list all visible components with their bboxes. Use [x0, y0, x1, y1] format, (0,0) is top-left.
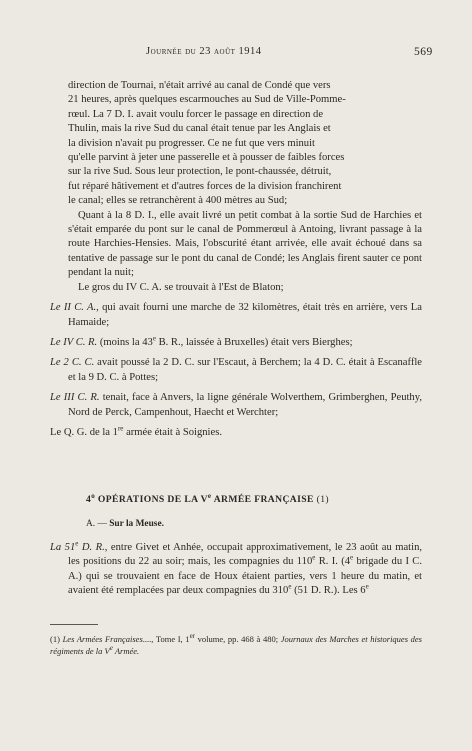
p9-text-c: brigade du I C. A.) qui se trouvaient en face de Houx étaient parties, vers 1 heure du matin, et avaient été remplacées par deux compagnies du 310 [68, 556, 422, 597]
p9-text-b: R. I. (4 [315, 556, 351, 568]
p9-sup1: e [312, 553, 316, 562]
subheading-title: Sur la Meuse. [109, 519, 164, 529]
footnote-rule [50, 624, 98, 625]
p5-rest-a: (moins la 43 [97, 336, 153, 348]
running-title-prefix: Journée du [146, 46, 200, 57]
subheading-prefix: A. — [86, 519, 110, 529]
p9-lead: La 51 [50, 542, 76, 553]
section-number-sup: o [91, 491, 96, 500]
p7-rest: tenait, face à Anvers, la ligne générale Wolverthem, Grimberghen, Peuthy, Nord de Perck, Campenhout, Haecht et Werchter; [68, 392, 422, 418]
section-title-b: ARMÉE FRANÇAISE [211, 494, 314, 505]
paragraph-5 [50, 336, 422, 350]
footnote-ref: (1) [316, 494, 329, 505]
p5-rest-b: B. R., laissée à Bruxelles) était vers Bierghes; [155, 336, 353, 348]
paragraph-1 [50, 79, 422, 295]
paragraph-9 [50, 541, 422, 599]
footnote-sup2: e [109, 644, 113, 653]
p4-lead: Le II C. A. [50, 302, 97, 314]
section-title-sup: e [207, 491, 212, 500]
p6-lead: Le 2 C. C. [50, 357, 95, 369]
paragraph-8 [50, 426, 422, 440]
p1-line: 21 heures, après quelques escarmouches au Sud de Ville-Pomme- [68, 94, 346, 106]
p5-sup: e [152, 334, 156, 343]
p1-line: direction de Tournai, n'était arrivé au canal de Condé que vers [68, 80, 331, 91]
running-title [146, 46, 262, 57]
p6-rest: avait poussé la 2 D. C. sur l'Escaut, à Berchem; la 4 D. C. était à Escanaffle et la 9 D. C. à Pottes; [68, 357, 422, 383]
body-text [50, 79, 422, 440]
p1-line: qu'elle parvint à jeter une passerelle et à pousser de faibles forces [68, 152, 345, 164]
p9-sup2: e [350, 553, 354, 562]
section-heading [86, 491, 329, 505]
paragraph-7 [50, 391, 422, 420]
footnote-sup1: er [189, 632, 196, 641]
paragraph-2: Quant à la 8 D. I., elle avait livré un petit combat à la sortie Sud de Harchies et s'était emparée du pont sur le canal de Pommerœul à Antoing, livrant passage à la route Harchies-Hensies. Mais, l'obscurité étant arrivée, elle avait échoué dans sa tentative de passage sur le pont du canal de Condé; les Anglais firent sauter ce pont pendant la nuit; [68, 209, 422, 279]
running-title-month: août 1914 [210, 46, 262, 57]
p9-sup4: e [365, 582, 369, 591]
p9-lead-sup: e [75, 539, 79, 548]
footnote-t4: Journaux des Marches et historiques des régiments de la V [50, 634, 422, 656]
running-head [0, 46, 472, 62]
subheading [86, 519, 164, 529]
paragraph-3: Le gros du IV C. A. se trouvait à l'Est de Blaton; [78, 281, 284, 293]
footnote-t1: Les Armées Françaises [62, 634, 143, 644]
p7-lead: Le III C. R. [50, 392, 100, 404]
p1-line: fut réparé hâtivement et d'autres forces de la division franchirent [68, 180, 342, 192]
footnote-t5: Armée. [112, 646, 140, 656]
p1-line: Thulin, mais la rive Sud du canal était tenue par les Anglais et [68, 123, 331, 135]
section-number: 4 [86, 494, 92, 505]
p8-sup: re [117, 424, 124, 433]
p8-b: armée était à Soignies. [123, 426, 222, 438]
paragraph-6 [50, 356, 422, 385]
footnote-t2: ...., Tome I, 1 [142, 634, 190, 644]
footnote-t3: volume, pp. 468 à 480; [195, 634, 281, 644]
p9-lead-b: D. R. [78, 542, 105, 553]
footnote-number: (1) [50, 634, 60, 644]
running-title-date: 23 [199, 46, 211, 57]
p8-a: Le Q. G. de la 1 [50, 426, 118, 438]
page-number: 569 [414, 46, 433, 58]
p1-line: la division n'avait pu progresser. Ce ne fut que vers minuit [68, 137, 315, 149]
p9-text-a: , entre Givet et Anhée, occupait approximativement, le 23 août au matin, les positions du 22 au soir; mais, les compagnies du 110 [68, 542, 423, 568]
p1-line: rœul. La 7 D. I. avait voulu forcer le passage en direction de [68, 108, 324, 120]
paragraph-9-text [50, 541, 422, 599]
p9-sup3: e [288, 582, 292, 591]
paragraph-4 [50, 301, 422, 330]
p1-line: sur la rive Sud. Sous leur protection, le pont-chaussée, détruit, [68, 166, 332, 178]
p5-lead: Le IV C. R. [50, 336, 98, 348]
p4-rest: , qui avait fourni une marche de 32 kilomètres, était très en arrière, vers La Hamaide; [68, 302, 422, 328]
footnote [50, 633, 422, 657]
p1-line: le canal; elles se retranchèrent à 400 mètres au Sud; [68, 195, 288, 207]
p9-text-d: (51 D. R.). Les 6 [291, 585, 366, 597]
section-title-a: OPÉRATIONS DE LA V [95, 494, 208, 505]
